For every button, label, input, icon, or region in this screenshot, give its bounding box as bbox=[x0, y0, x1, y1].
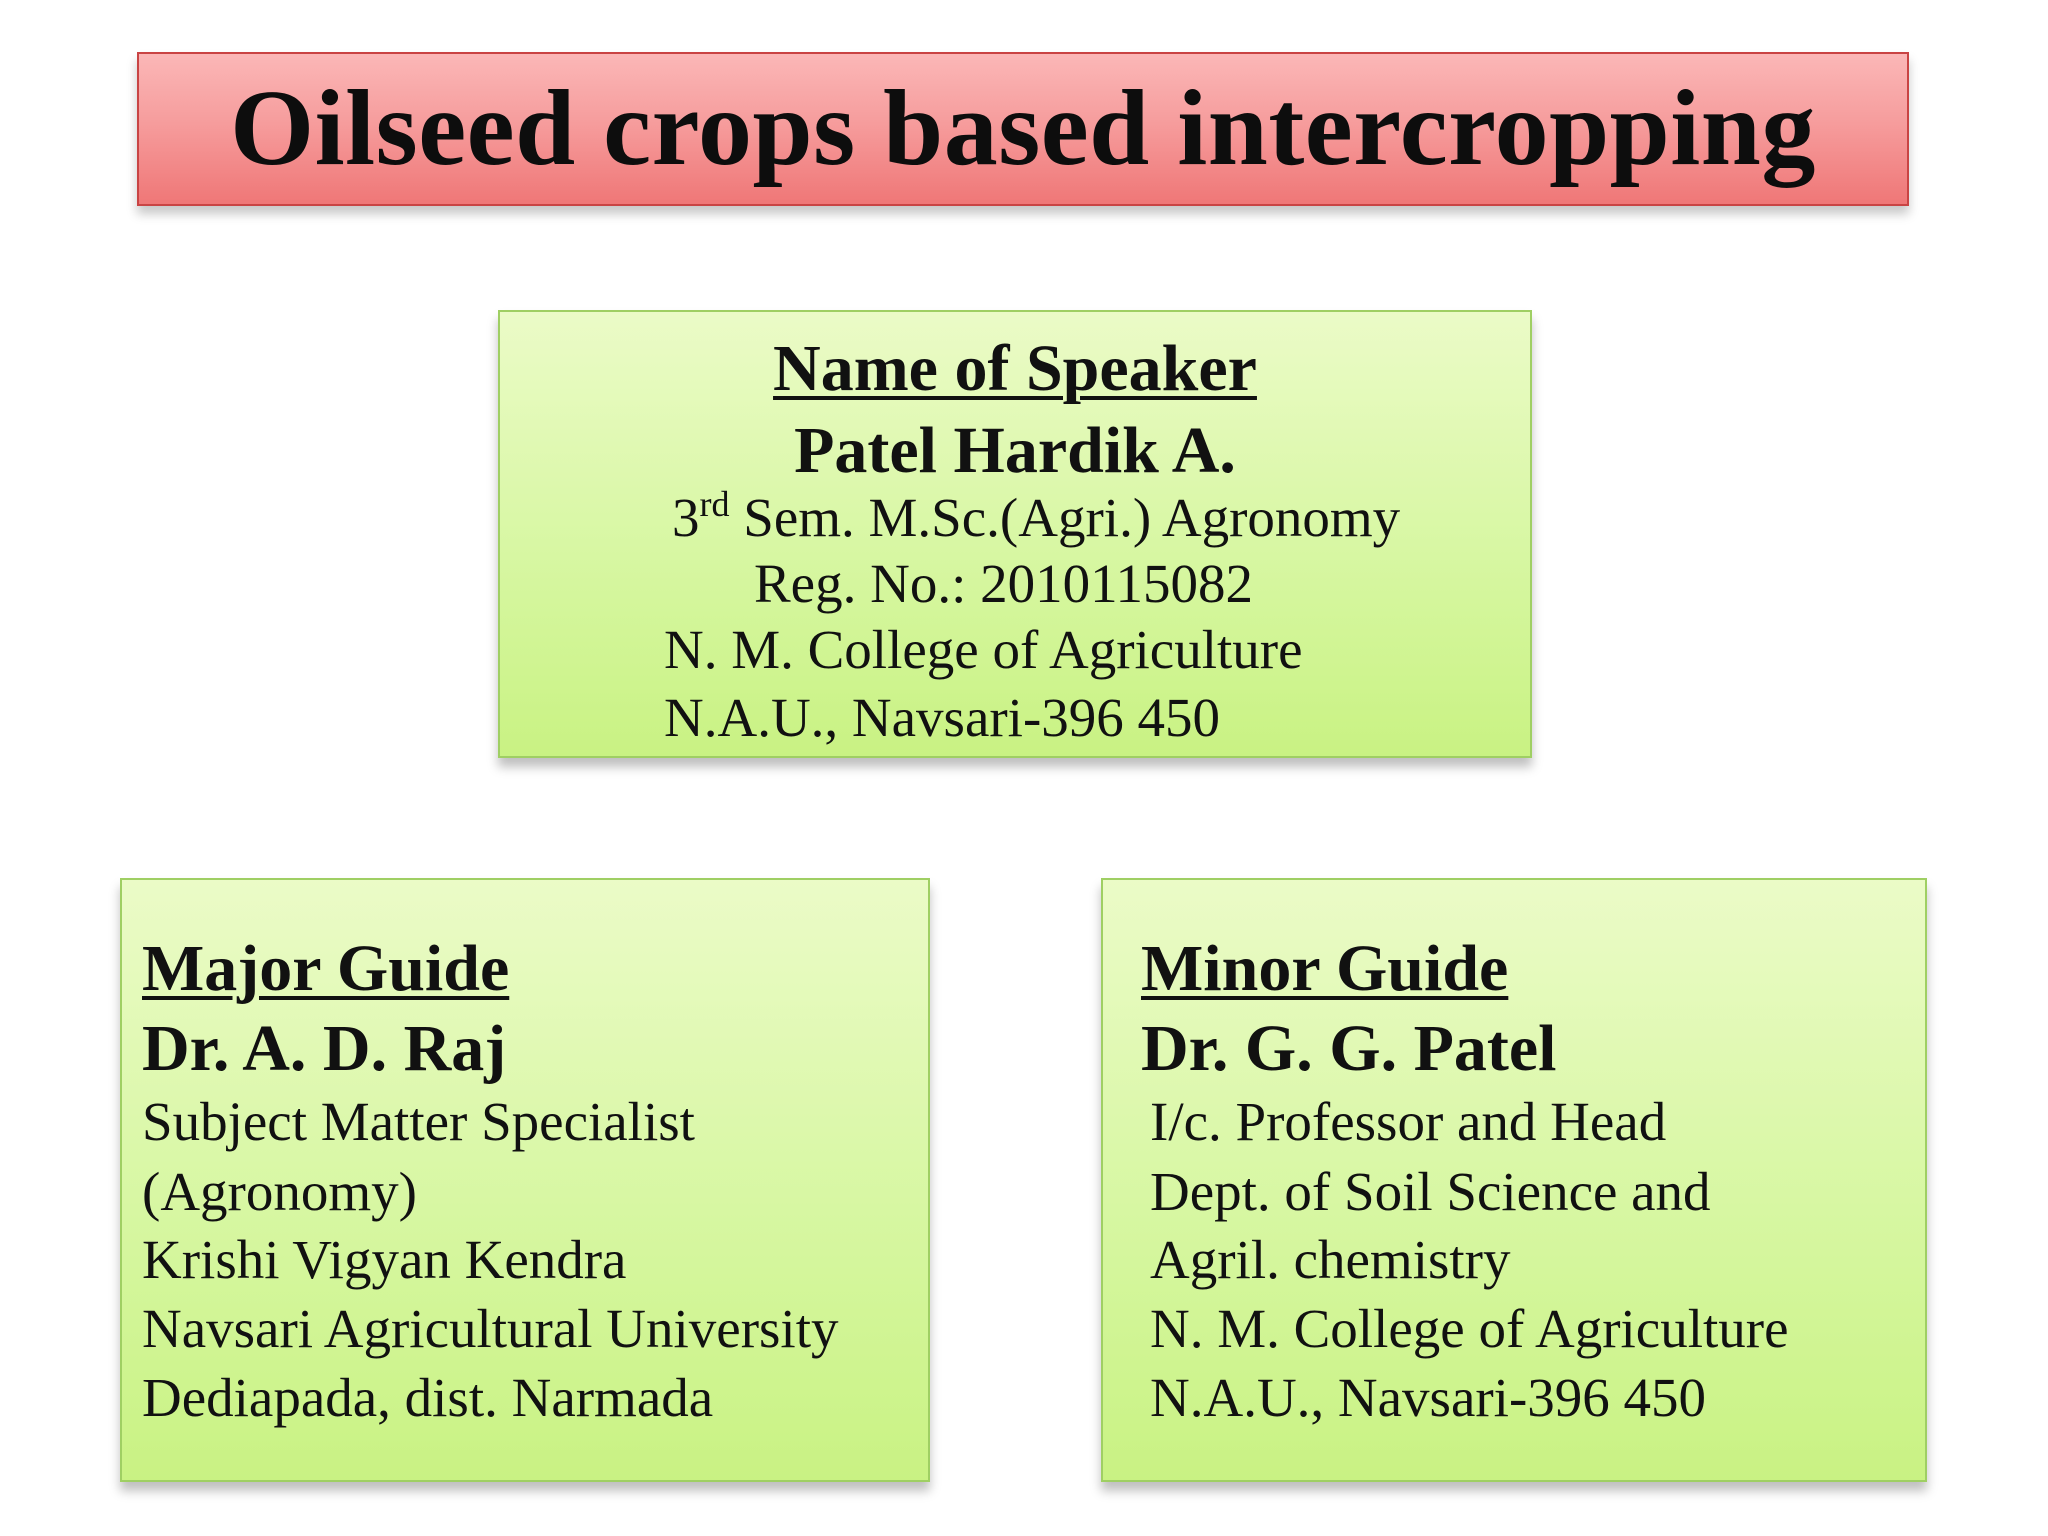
speaker-name: Patel Hardik A. bbox=[794, 414, 1236, 487]
title-banner bbox=[137, 52, 1909, 206]
major-guide-line: Dediapada, dist. Narmada bbox=[142, 1367, 714, 1428]
minor-guide-line: Agril. chemistry bbox=[1150, 1229, 1511, 1290]
major-guide-name: Dr. A. D. Raj bbox=[142, 1012, 507, 1085]
semester-program: Sem. M.Sc.(Agri.) Agronomy bbox=[729, 487, 1401, 548]
speaker-reg-no: Reg. No.: 2010115082 bbox=[754, 553, 1254, 614]
semester-suffix: rd bbox=[699, 484, 730, 524]
major-guide-line: Krishi Vigyan Kendra bbox=[142, 1229, 627, 1290]
speaker-semester bbox=[672, 484, 1401, 548]
major-guide-line: (Agronomy) bbox=[142, 1161, 417, 1222]
speaker-heading: Name of Speaker bbox=[773, 332, 1257, 405]
speaker-college: N. M. College of Agriculture bbox=[664, 619, 1303, 680]
minor-guide-card bbox=[1101, 878, 1927, 1482]
minor-guide-line: Dept. of Soil Science and bbox=[1150, 1161, 1711, 1222]
minor-guide-line: I/c. Professor and Head bbox=[1150, 1091, 1667, 1152]
major-guide-line: Navsari Agricultural University bbox=[142, 1298, 839, 1359]
semester-number: 3 bbox=[672, 487, 700, 548]
minor-guide-heading: Minor Guide bbox=[1141, 932, 1509, 1005]
minor-guide-line: N. M. College of Agriculture bbox=[1150, 1298, 1789, 1359]
speaker-card bbox=[498, 310, 1532, 758]
slide-title: Oilseed crops based intercropping bbox=[230, 69, 1816, 188]
minor-guide-line: N.A.U., Navsari-396 450 bbox=[1150, 1367, 1707, 1428]
major-guide-heading: Major Guide bbox=[142, 932, 510, 1005]
major-guide-card bbox=[120, 878, 930, 1482]
speaker-university: N.A.U., Navsari-396 450 bbox=[664, 687, 1221, 748]
major-guide-line: Subject Matter Specialist bbox=[142, 1091, 695, 1152]
minor-guide-name: Dr. G. G. Patel bbox=[1141, 1012, 1557, 1085]
